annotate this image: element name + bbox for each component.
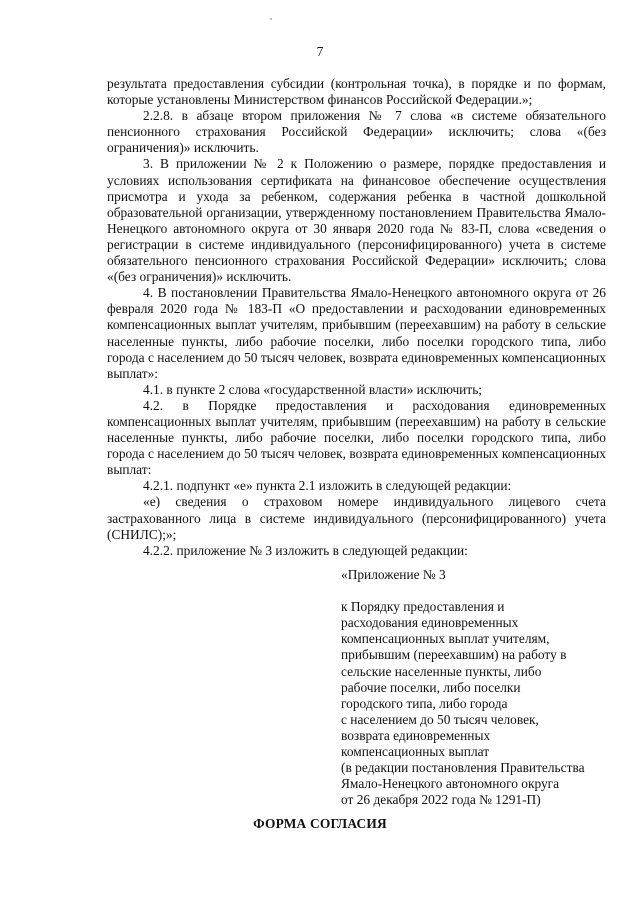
appendix-header-block (341, 567, 621, 808)
appendix-line: расходования единовременных (341, 615, 519, 631)
appendix-line: от 26 декабря 2022 года № 1291-П) (341, 792, 541, 808)
paragraph-2-2-8: 2.2.8. в абзаце втором приложения № 7 слова «в системе обязательного пенсионного страхования Российской Федерации» исключить; слова «(без ограничения)» исключить. (107, 108, 606, 156)
appendix-line: с населением до 50 тысяч человек, (341, 711, 539, 727)
appendix-line: Ямало-Ненецкого автономного округа (341, 776, 560, 792)
appendix-heading: «Приложение № 3 (341, 567, 446, 582)
appendix-line: компенсационных выплат учителям, (341, 631, 550, 647)
appendix-line: компенсационных выплат (341, 744, 490, 760)
paragraph-4-2: 4.2. в Порядке предоставления и расходования единовременных компенсационных выплат учителям, прибывшим (переехавшим) на работу в сельские населенные пункты, либо рабочие поселки, либо поселки городского типа, либо города с населением до 50 тысяч человек, возврата единовременных компенсационных выплат: (107, 397, 606, 478)
form-title: ФОРМА СОГЛАСИЯ (253, 816, 387, 831)
appendix-line: сельские населенные пункты, либо (341, 663, 542, 679)
appendix-line: городского типа, либо города (341, 695, 508, 711)
paragraph-3: 3. В приложении № 2 к Положению о размере, порядке предоставления и условиях использования сертификата на финансовое обеспечение осуществления присмотра и ухода за ребенком, содержания ребенка в частной дошкольной образовательной организации, утвержденному постановлением Правительства Ямало-Ненецкого автономного округа от 30 января 2020 года № 83-П, слова «сведения о регистрации в системе индивидуального (персонифицированного) учета в системе обязательного пенсионного страхования Российской Федерации» исключить; слова «(без ограничения)» исключить. (107, 156, 606, 285)
page-number: 7 (316, 44, 324, 59)
appendix-line: прибывшим (переехавшим) на работу в (341, 647, 567, 663)
appendix-line: возврата единовременных (341, 727, 491, 743)
document-body (107, 76, 606, 559)
paragraph-4-2-2: 4.2.2. приложение № 3 изложить в следующей редакции: (143, 542, 468, 558)
scan-speck (270, 18, 272, 20)
paragraph-continuation: результата предоставления субсидии (контрольная точка), в порядке и по формам, которые установлены Министерством финансов Российской Федерации.»; (107, 76, 606, 108)
paragraph-subpoint-e: «е) сведения о страховом номере индивидуального лицевого счета застрахованного лица в системе индивидуального (персонифицированного) учета (СНИЛС);»; (107, 494, 606, 542)
appendix-spacer (341, 583, 621, 599)
appendix-line: (в редакции постановления Правительства (341, 760, 585, 776)
paragraph-4-1: 4.1. в пункте 2 слова «государственной власти» исключить; (143, 381, 483, 397)
paragraph-4: 4. В постановлении Правительства Ямало-Ненецкого автономного округа от 26 февраля 2020 года № 183-П «О предоставлении и расходовании единовременных компенсационных выплат учителям, прибывшим (переехавшим) на работу в сельские населенные пункты, либо рабочие поселки, либо поселки городского типа, либо города с населением до 50 тысяч человек, возврата единовременных компенсационных выплат»: (107, 285, 606, 381)
appendix-line: к Порядку предоставления и (341, 599, 505, 615)
paragraph-4-2-1: 4.2.1. подпункт «е» пункта 2.1 изложить в следующей редакции: (143, 478, 512, 494)
appendix-line: рабочие поселки, либо поселки (341, 679, 521, 695)
